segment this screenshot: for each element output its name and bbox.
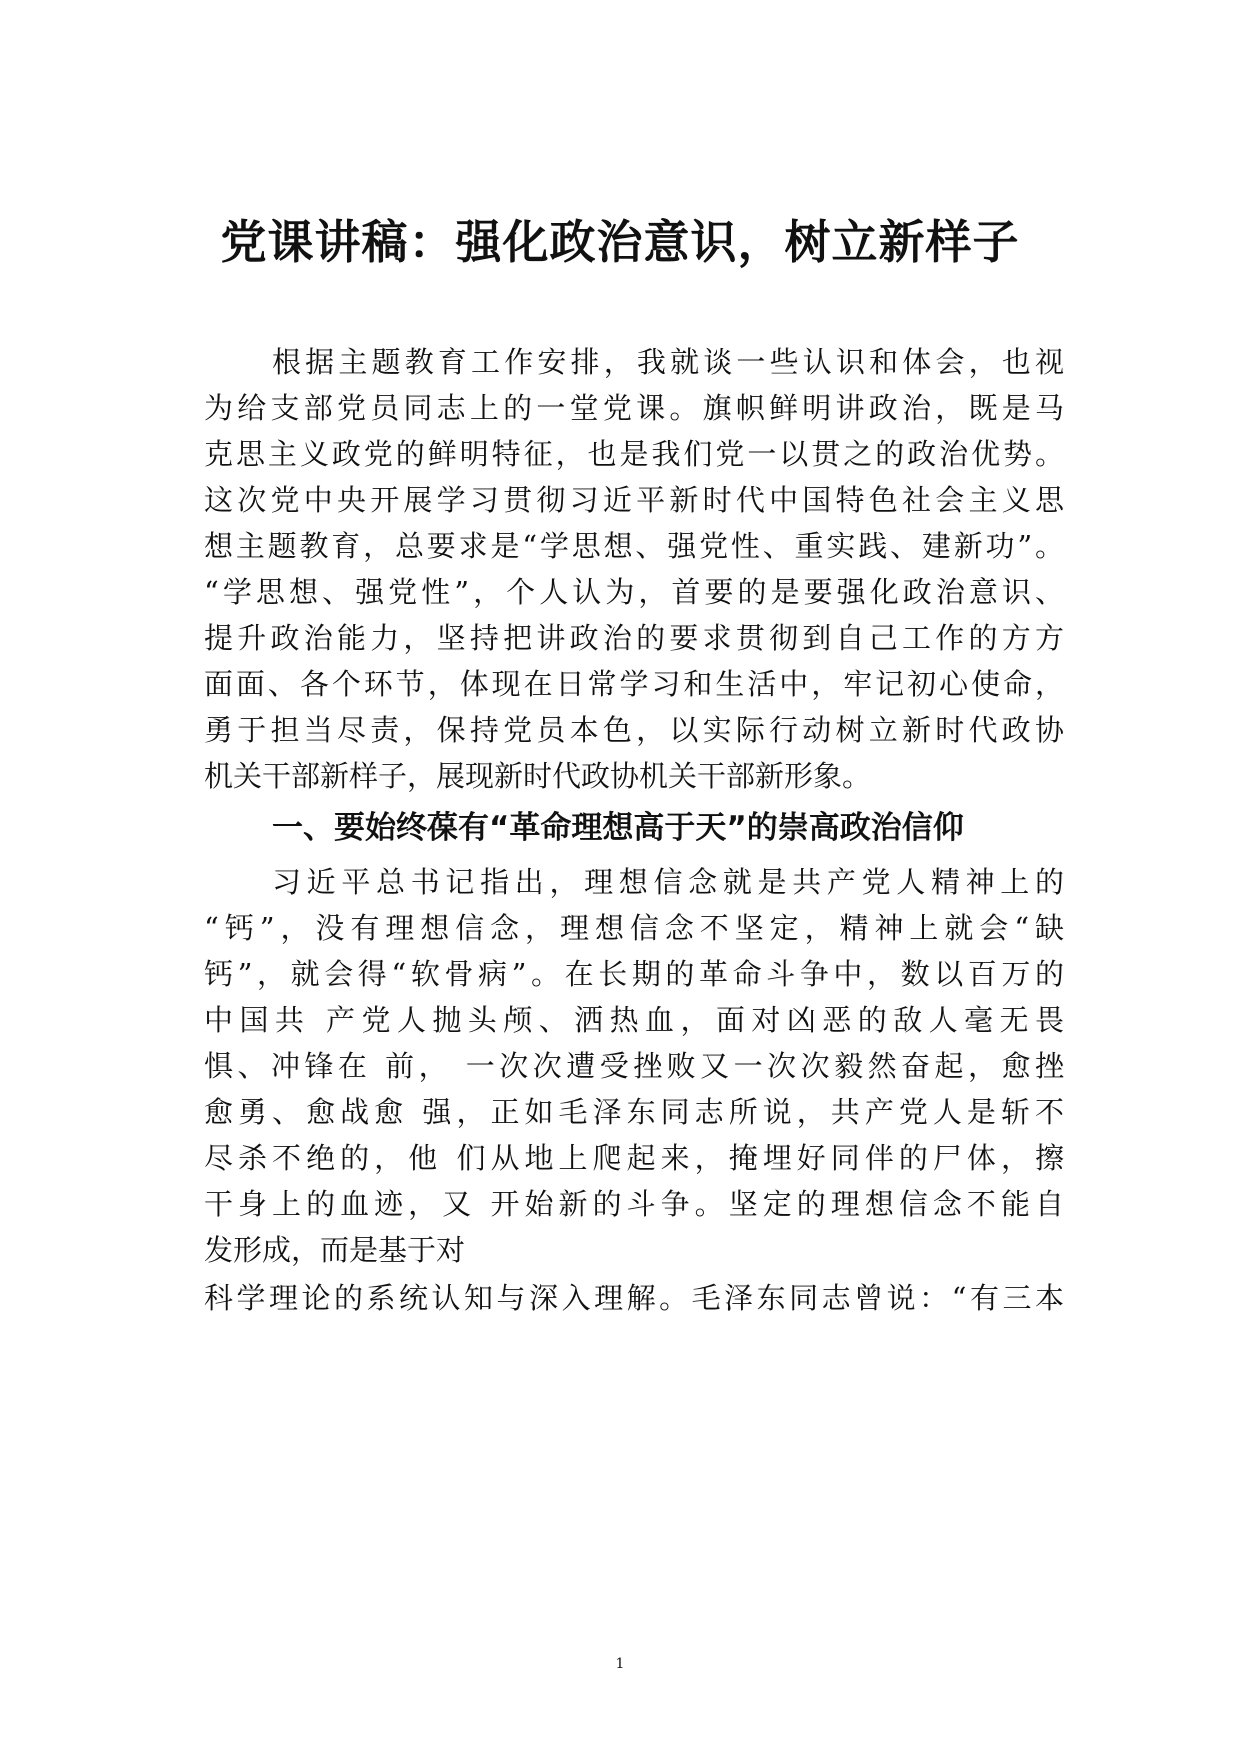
paragraph-line: 发形成，而是基于对: [204, 1233, 466, 1267]
paragraph-line: 根据主题教育工作安排，我就谈一些认识和体会，也视: [272, 345, 1064, 379]
document-title: 党课讲稿：强化政治意识，树立新样子: [220, 215, 1020, 269]
paragraph-line: 提升政治能力，坚持把讲政治的要求贯彻到自己工作的方方: [204, 621, 1064, 655]
paragraph-line: 克思主义政党的鲜明特征，也是我们党一以贯之的政治优势。: [204, 437, 1064, 471]
paragraph-line: 机关干部新样子，展现新时代政协机关干部新形象。: [204, 759, 872, 793]
section-heading: 一、要始终葆有“革命理想高于天”的崇高政治信仰: [272, 810, 964, 846]
paragraph-line: 这次党中央开展学习贯彻习近平新时代中国特色社会主义思: [204, 483, 1064, 517]
paragraph-line: “学思想、强党性”，个人认为，首要的是要强化政治意识、: [204, 575, 1064, 609]
paragraph-line: “钙”，没有理想信念，理想信念不坚定，精神上就会“缺: [204, 911, 1064, 945]
paragraph-line: 面面、各个环节，体现在日常学习和生活中，牢记初心使命，: [204, 667, 1064, 701]
paragraph-line: 想主题教育，总要求是“学思想、强党性、重实践、建新功”。: [204, 529, 1064, 563]
paragraph-line: 愈勇、愈战愈 强，正如毛泽东同志所说，共产党人是斩不: [204, 1095, 1064, 1129]
paragraph-line: 勇于担当尽责，保持党员本色，以实际行动树立新时代政协: [204, 713, 1064, 747]
paragraph-line: 中国共 产党人抛头颅、洒热血，面对凶恶的敌人毫无畏: [204, 1003, 1064, 1037]
paragraph-line: 习近平总书记指出，理想信念就是共产党人精神上的: [272, 865, 1064, 899]
paragraph-line: 干身上的血迹，又 开始新的斗争。坚定的理想信念不能自: [204, 1187, 1064, 1221]
page-number: 1: [615, 1656, 625, 1672]
paragraph-line: 科学理论的系统认知与深入理解。毛泽东同志曾说：“有三本: [204, 1281, 1064, 1315]
paragraph-line: 惧、冲锋在 前， 一次次遭受挫败又一次次毅然奋起，愈挫: [204, 1049, 1064, 1083]
paragraph-line: 为给支部党员同志上的一堂党课。旗帜鲜明讲政治，既是马: [204, 391, 1064, 425]
paragraph-line: 尽杀不绝的，他 们从地上爬起来，掩埋好同伴的尸体，擦: [204, 1141, 1064, 1175]
paragraph-line: 钙”，就会得“软骨病”。在长期的革命斗争中，数以百万的: [204, 957, 1064, 991]
